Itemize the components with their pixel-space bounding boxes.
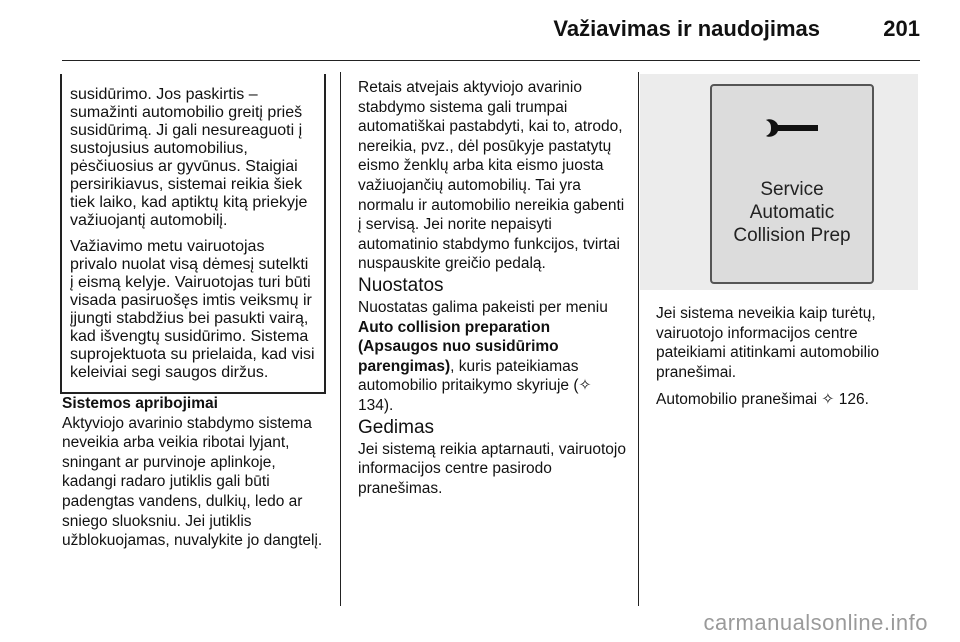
settings-paragraph	[358, 298, 630, 416]
intro-paragraph: Retais atvejais aktyviojo avarinio stabdymo sistema gali trumpai automatiškai pastabdyti, kai to, atrodo, nereikia, pvz., dėl posūkyje pastatytų eismo ženklų arba kita eismo juosta važiuojančių automobilių. Tai yra normalu ir automobilio nereikia gabenti į servisą. Jei norite nepaisyti automatinio stabdymo funkcijos, tvirtai nuspauskite greičio pedalą.	[358, 79, 625, 273]
column-divider-left	[340, 72, 341, 606]
dic-message	[712, 178, 872, 247]
vehicle-messages-ref-page: 126.	[834, 391, 869, 409]
vehicle-messages-reference	[656, 390, 918, 410]
page-reference-icon: ✧	[821, 391, 835, 409]
page-number: 201	[883, 16, 920, 41]
settings-menu-item: Auto collision preparation (Apsaugos nuo susidūrimo parengimas)	[358, 318, 559, 375]
page-reference-icon: ✧	[578, 377, 592, 395]
dic-display-screen	[710, 84, 874, 284]
middle-column	[358, 78, 630, 498]
settings-ref-page: 134).	[358, 396, 394, 414]
settings-heading: Nuostatos	[358, 274, 444, 296]
settings-text-after: , kuris pateikiamas automobilio pritaikymo skyriuje (	[358, 357, 579, 395]
vehicle-messages-ref-text: Automobilio pranešimai	[656, 391, 818, 409]
section-title: Važiavimas ir naudojimas	[553, 16, 820, 41]
dic-message-line-3: Collision Prep	[733, 225, 851, 246]
dic-display-illustration	[640, 74, 918, 290]
limitations-subheading: Sistemos apribojimai	[62, 395, 218, 412]
limitations-paragraph: Aktyviojo avarinio stabdymo sistema neveikia arba veikia ribotai lyjant, sningant ar purvinoje aplinkoje, kadangi radaro jutiklis gali būti padengtas vandens, dulkių, ledo ar sniego sluoksniu. Jei jutiklis užblokuojamas, nuvalykite jo dangtelį.	[62, 414, 323, 550]
right-column-body	[656, 304, 918, 410]
warning-box	[60, 74, 326, 394]
watermark: carmanualsonline.info	[703, 610, 928, 635]
column-divider-right	[638, 72, 639, 606]
fault-heading: Gedimas	[358, 416, 435, 438]
wrench-icon	[762, 116, 822, 140]
dic-message-line-1: Service	[760, 179, 824, 200]
dic-message-line-2: Automatic	[749, 202, 835, 223]
left-column-body	[62, 394, 324, 551]
fault-paragraph: Jei sistemą reikia aptarnauti, vairuotojo informacijos centre pasirodo pranešimas.	[358, 440, 626, 497]
warning-paragraph-2: Važiavimo metu vairuotojas privalo nuolat visą dėmesį sutelkti į eismą kelyje. Vairuotojas turi būti visada pasiruošęs imtis veiksmų ir įjungti stabdžius bei pasukti vairą, kad išvengtų susidūrimo. Sistema suprojektuota su prielaida, kad visi keleiviai segi saugos diržus.	[70, 238, 315, 381]
header-rule	[62, 60, 920, 61]
malfunction-paragraph: Jei sistema neveikia kaip turėtų, vairuotojo informacijos centre pateikiami atitinkami automobilio pranešimai.	[656, 305, 880, 381]
warning-paragraph-1: susidūrimo. Jos paskirtis – sumažinti automobilio greitį prieš susidūrimą. Ji gali nesureaguoti į sustojusius automobilius, pėsčiuosius ar gyvūnus. Staigiai persirikiavus, sistemai reikia šiek tiek laiko, kad aptiktų kitą priekyje važiuojantį automobilį.	[70, 86, 308, 229]
settings-text-before: Nuostatas galima pakeisti per meniu	[358, 298, 608, 316]
